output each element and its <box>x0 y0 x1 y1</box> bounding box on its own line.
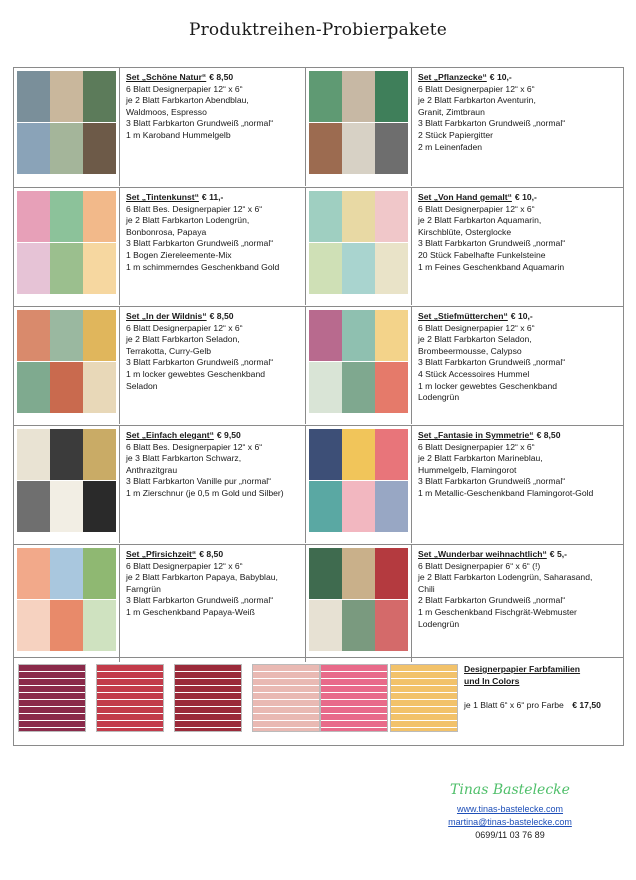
set-image-cell <box>14 68 120 186</box>
website-link[interactable]: www.tinas-bastelecke.com <box>456 804 564 814</box>
paper-swatch <box>309 123 342 174</box>
set-content-line: Anthrazitgrau <box>126 464 178 475</box>
set-content-line: je 2 Blatt Farbkarton Marineblau, <box>418 453 543 464</box>
set-content-line: je 2 Blatt Farbkarton Lodengrün, Saharasand, <box>418 572 593 583</box>
paper-swatch <box>17 123 50 174</box>
set-price: € 8,50 <box>536 430 561 440</box>
set-price: € 10,- <box>510 311 533 321</box>
color-family-swatch <box>252 664 320 732</box>
set-content-line: Granit, Zimtbraun <box>418 106 485 117</box>
color-family-swatch <box>320 664 388 732</box>
set-content-line: Lodengrün <box>418 618 460 629</box>
set-price: € 5,- <box>549 549 567 559</box>
paper-swatch <box>17 243 50 294</box>
paper-swatch <box>50 243 83 294</box>
set-content-line: 6 Blatt Designerpapier 12“ x 6“ <box>418 83 535 94</box>
set-heading <box>126 72 301 84</box>
set-paper-thumbnail <box>17 429 116 532</box>
paper-swatch <box>17 71 50 122</box>
set-content-line: Brombeermousse, Calypso <box>418 345 522 356</box>
set-price: € 10,- <box>514 192 537 202</box>
set-title: Set „Tintenkunst“ <box>126 192 199 202</box>
sets-row <box>14 187 623 305</box>
set-price: € 8,50 <box>199 549 224 559</box>
set-title: Set „Fantasie in Symmetrie“ <box>418 430 534 440</box>
set-title: Set „Pflanzecke“ <box>418 72 487 82</box>
set-description-cell <box>412 68 623 186</box>
sets-row <box>14 425 623 543</box>
color-families-title-line1: Designerpapier Farbfamilien <box>464 664 581 674</box>
set-content-line: je 2 Blatt Farbkarton Seladon, <box>418 334 532 345</box>
color-families-title <box>464 664 580 687</box>
set-content-line: 1 m Metallic-Geschenkband Flamingorot-Gold <box>418 487 594 498</box>
paper-swatch <box>17 600 50 651</box>
paper-swatch <box>83 548 116 599</box>
set-description-cell <box>412 188 623 305</box>
paper-swatch <box>83 362 116 413</box>
set-description-cell <box>120 188 306 305</box>
paper-swatch <box>342 123 375 174</box>
set-heading <box>418 72 619 84</box>
set-heading <box>418 430 619 442</box>
set-content-line: 6 Blatt Designerpapier 12“ x 6“ <box>418 322 535 333</box>
set-content-line: 3 Blatt Farbkarton Vanille pur „normal“ <box>126 476 272 487</box>
paper-swatch <box>309 310 342 361</box>
paper-swatch <box>309 71 342 122</box>
set-paper-thumbnail <box>309 71 408 174</box>
set-content-line: 6 Blatt Designerpapier 12“ x 6“ <box>126 322 243 333</box>
set-content-line: 3 Blatt Farbkarton Grundweiß „normal“ <box>126 595 274 606</box>
set-price: € 10,- <box>489 72 512 82</box>
set-content-line: Chili <box>418 583 435 594</box>
set-content-line: 6 Blatt Designerpapier 12“ x 6“ <box>418 203 535 214</box>
color-families-row <box>13 658 624 746</box>
set-title: Set „Von Hand gemalt“ <box>418 192 512 202</box>
set-content-line: Seladon <box>126 380 158 391</box>
paper-swatch <box>50 123 83 174</box>
paper-swatch <box>17 191 50 242</box>
paper-swatch <box>50 481 83 532</box>
set-content-line: 1 m Zierschnur (je 0,5 m Gold und Silber) <box>126 487 284 498</box>
paper-swatch <box>83 600 116 651</box>
set-content-line: Farngrün <box>126 583 161 594</box>
paper-swatch <box>17 481 50 532</box>
paper-swatch <box>342 600 375 651</box>
set-paper-thumbnail <box>309 429 408 532</box>
paper-swatch <box>83 310 116 361</box>
set-heading <box>418 549 619 561</box>
set-price: € 9,50 <box>216 430 241 440</box>
paper-swatch <box>342 243 375 294</box>
set-content-line: 1 m locker gewebtes Geschenkband <box>418 380 558 391</box>
set-description-cell <box>120 307 306 424</box>
color-families-price: € 17,50 <box>572 700 601 710</box>
set-heading <box>126 311 301 323</box>
paper-swatch <box>342 71 375 122</box>
sets-row <box>14 306 623 424</box>
paper-swatch <box>375 362 408 413</box>
set-heading <box>126 549 301 561</box>
paper-swatch <box>83 71 116 122</box>
paper-swatch <box>83 123 116 174</box>
set-paper-thumbnail <box>309 310 408 413</box>
set-content-line: Hummelgelb, Flamingorot <box>418 464 517 475</box>
set-content-line: je 2 Blatt Farbkarton Papaya, Babyblau, <box>126 572 278 583</box>
set-content-line: je 3 Blatt Farbkarton Schwarz, <box>126 453 242 464</box>
phone-number: 0699/11 03 76 89 <box>475 830 545 840</box>
set-content-line: je 2 Blatt Farbkarton Lodengrün, <box>126 215 250 226</box>
set-content-line: 6 Blatt Designerpapier 12“ x 6“ <box>126 83 243 94</box>
set-heading <box>126 192 301 204</box>
paper-swatch <box>375 600 408 651</box>
set-heading <box>418 311 619 323</box>
paper-swatch <box>83 429 116 480</box>
brand-logo-text: Tinas Bastelecke <box>450 782 570 798</box>
set-paper-thumbnail <box>17 191 116 294</box>
set-description-cell <box>120 426 306 543</box>
set-paper-thumbnail <box>309 548 408 651</box>
paper-swatch <box>309 191 342 242</box>
paper-swatch <box>309 481 342 532</box>
paper-swatch <box>342 310 375 361</box>
set-description-cell <box>412 545 623 662</box>
set-title: Set „Stiefmütterchen“ <box>418 311 508 321</box>
color-family-swatch <box>96 664 164 732</box>
set-paper-thumbnail <box>17 310 116 413</box>
set-content-line: 2 m Leinenfaden <box>418 141 483 152</box>
set-content-line: 1 m Karoband Hummelgelb <box>126 129 231 140</box>
sets-row <box>14 68 623 186</box>
set-description-cell <box>120 545 306 662</box>
set-content-line: 3 Blatt Farbkarton Grundweiß „normal“ <box>418 476 566 487</box>
paper-swatch <box>17 310 50 361</box>
paper-swatch <box>309 429 342 480</box>
paper-swatch <box>342 362 375 413</box>
paper-swatch <box>375 481 408 532</box>
paper-swatch <box>342 548 375 599</box>
set-content-line: 20 Stück Fabelhafte Funkelsteine <box>418 249 546 260</box>
set-title: Set „Einfach elegant“ <box>126 430 214 440</box>
paper-swatch <box>375 243 408 294</box>
set-content-line: Bonbonrosa, Papaya <box>126 226 207 237</box>
sets-table <box>13 67 624 658</box>
set-content-line: Kirschblüte, Osterglocke <box>418 226 512 237</box>
set-description-cell <box>412 426 623 543</box>
set-heading <box>418 192 619 204</box>
set-price: € 8,50 <box>209 311 234 321</box>
paper-swatch <box>375 123 408 174</box>
paper-swatch <box>342 191 375 242</box>
paper-swatch <box>83 481 116 532</box>
set-content-line: 3 Blatt Farbkarton Grundweiß „normal“ <box>418 118 566 129</box>
set-content-line: 3 Blatt Farbkarton Grundweiß „normal“ <box>418 357 566 368</box>
set-description-cell <box>120 68 306 186</box>
email-link[interactable]: martina@tinas-bastelecke.com <box>448 817 572 827</box>
paper-swatch <box>375 71 408 122</box>
set-content-line: Lodengrün <box>418 392 460 403</box>
set-image-cell <box>14 426 120 543</box>
set-content-line: 6 Blatt Designerpapier 6“ x 6“ (!) <box>418 560 541 571</box>
set-content-line: 3 Blatt Farbkarton Grundweiß „normal“ <box>126 118 274 129</box>
paper-swatch <box>50 362 83 413</box>
set-content-line: Waldmoos, Espresso <box>126 106 207 117</box>
paper-swatch <box>309 362 342 413</box>
set-description-cell <box>412 307 623 424</box>
set-content-line: 6 Blatt Designerpapier 12“ x 6“ <box>126 560 243 571</box>
set-content-line: je 2 Blatt Farbkarton Seladon, <box>126 334 240 345</box>
set-content-line: 1 m schimmerndes Geschenkband Gold <box>126 261 280 272</box>
set-content-line: 2 Stück Papiergitter <box>418 129 493 140</box>
set-content-line: 1 m locker gewebtes Geschenkband <box>126 368 266 379</box>
set-title: Set „In der Wildnis“ <box>126 311 207 321</box>
set-content-line: 4 Stück Accessoires Hummel <box>418 368 530 379</box>
set-paper-thumbnail <box>17 71 116 174</box>
set-content-line: 3 Blatt Farbkarton Grundweiß „normal“ <box>126 238 274 249</box>
paper-swatch <box>83 243 116 294</box>
set-content-line: 1 m Geschenkband Fischgrät-Webmuster <box>418 606 577 617</box>
set-content-line: 6 Blatt Bes. Designerpapier 12“ x 6“ <box>126 441 263 452</box>
set-content-line: 6 Blatt Designerpapier 12“ x 6“ <box>418 441 535 452</box>
paper-swatch <box>375 548 408 599</box>
paper-swatch <box>342 481 375 532</box>
color-families-desc <box>464 700 601 710</box>
set-content-line: 2 Blatt Farbkarton Grundweiß „normal“ <box>418 595 566 606</box>
paper-swatch <box>375 191 408 242</box>
set-content-line: je 2 Blatt Farbkarton Aquamarin, <box>418 215 542 226</box>
set-heading <box>126 430 301 442</box>
color-families-desc-text: je 1 Blatt 6“ x 6“ pro Farbe <box>464 700 564 710</box>
set-image-cell <box>306 188 412 305</box>
set-content-line: 6 Blatt Bes. Designerpapier 12“ x 6“ <box>126 203 263 214</box>
set-image-cell <box>14 545 120 662</box>
set-title: Set „Wunderbar weihnachtlich“ <box>418 549 547 559</box>
set-image-cell <box>306 307 412 424</box>
set-image-cell <box>306 426 412 543</box>
paper-swatch <box>375 310 408 361</box>
paper-swatch <box>50 71 83 122</box>
set-content-line: 3 Blatt Farbkarton Grundweiß „normal“ <box>418 238 566 249</box>
paper-swatch <box>50 429 83 480</box>
paper-swatch <box>17 362 50 413</box>
set-price: € 11,- <box>201 192 224 202</box>
set-content-line: je 2 Blatt Farbkarton Aventurin, <box>418 95 536 106</box>
paper-swatch <box>83 191 116 242</box>
paper-swatch <box>50 600 83 651</box>
color-families-title-line2: und In Colors <box>464 675 520 686</box>
set-content-line: 1 Bogen Ziereleemente-Mix <box>126 249 232 260</box>
paper-swatch <box>375 429 408 480</box>
page-title: Produktreihen-Probierpakete <box>188 20 448 40</box>
set-image-cell <box>14 188 120 305</box>
paper-swatch <box>17 429 50 480</box>
color-family-swatch <box>390 664 458 732</box>
set-content-line: je 2 Blatt Farbkarton Abendblau, <box>126 95 249 106</box>
sets-row <box>14 544 623 662</box>
paper-swatch <box>50 548 83 599</box>
paper-swatch <box>50 191 83 242</box>
set-title: Set „Schöne Natur“ <box>126 72 207 82</box>
paper-swatch <box>342 429 375 480</box>
paper-swatch <box>309 548 342 599</box>
color-family-swatch <box>174 664 242 732</box>
set-paper-thumbnail <box>17 548 116 651</box>
paper-swatch <box>17 548 50 599</box>
paper-swatch <box>309 600 342 651</box>
set-title: Set „Pfirsichzeit“ <box>126 549 197 559</box>
paper-swatch <box>50 310 83 361</box>
set-image-cell <box>14 307 120 424</box>
set-paper-thumbnail <box>309 191 408 294</box>
set-content-line: 1 m Geschenkband Papaya-Weiß <box>126 606 255 617</box>
set-content-line: 3 Blatt Farbkarton Grundweiß „normal“ <box>126 357 274 368</box>
set-image-cell <box>306 68 412 186</box>
set-content-line: Terrakotta, Curry-Gelb <box>126 345 212 356</box>
color-family-swatch <box>18 664 86 732</box>
set-content-line: 1 m Feines Geschenkband Aquamarin <box>418 261 565 272</box>
paper-swatch <box>309 243 342 294</box>
set-image-cell <box>306 545 412 662</box>
set-price: € 8,50 <box>209 72 234 82</box>
